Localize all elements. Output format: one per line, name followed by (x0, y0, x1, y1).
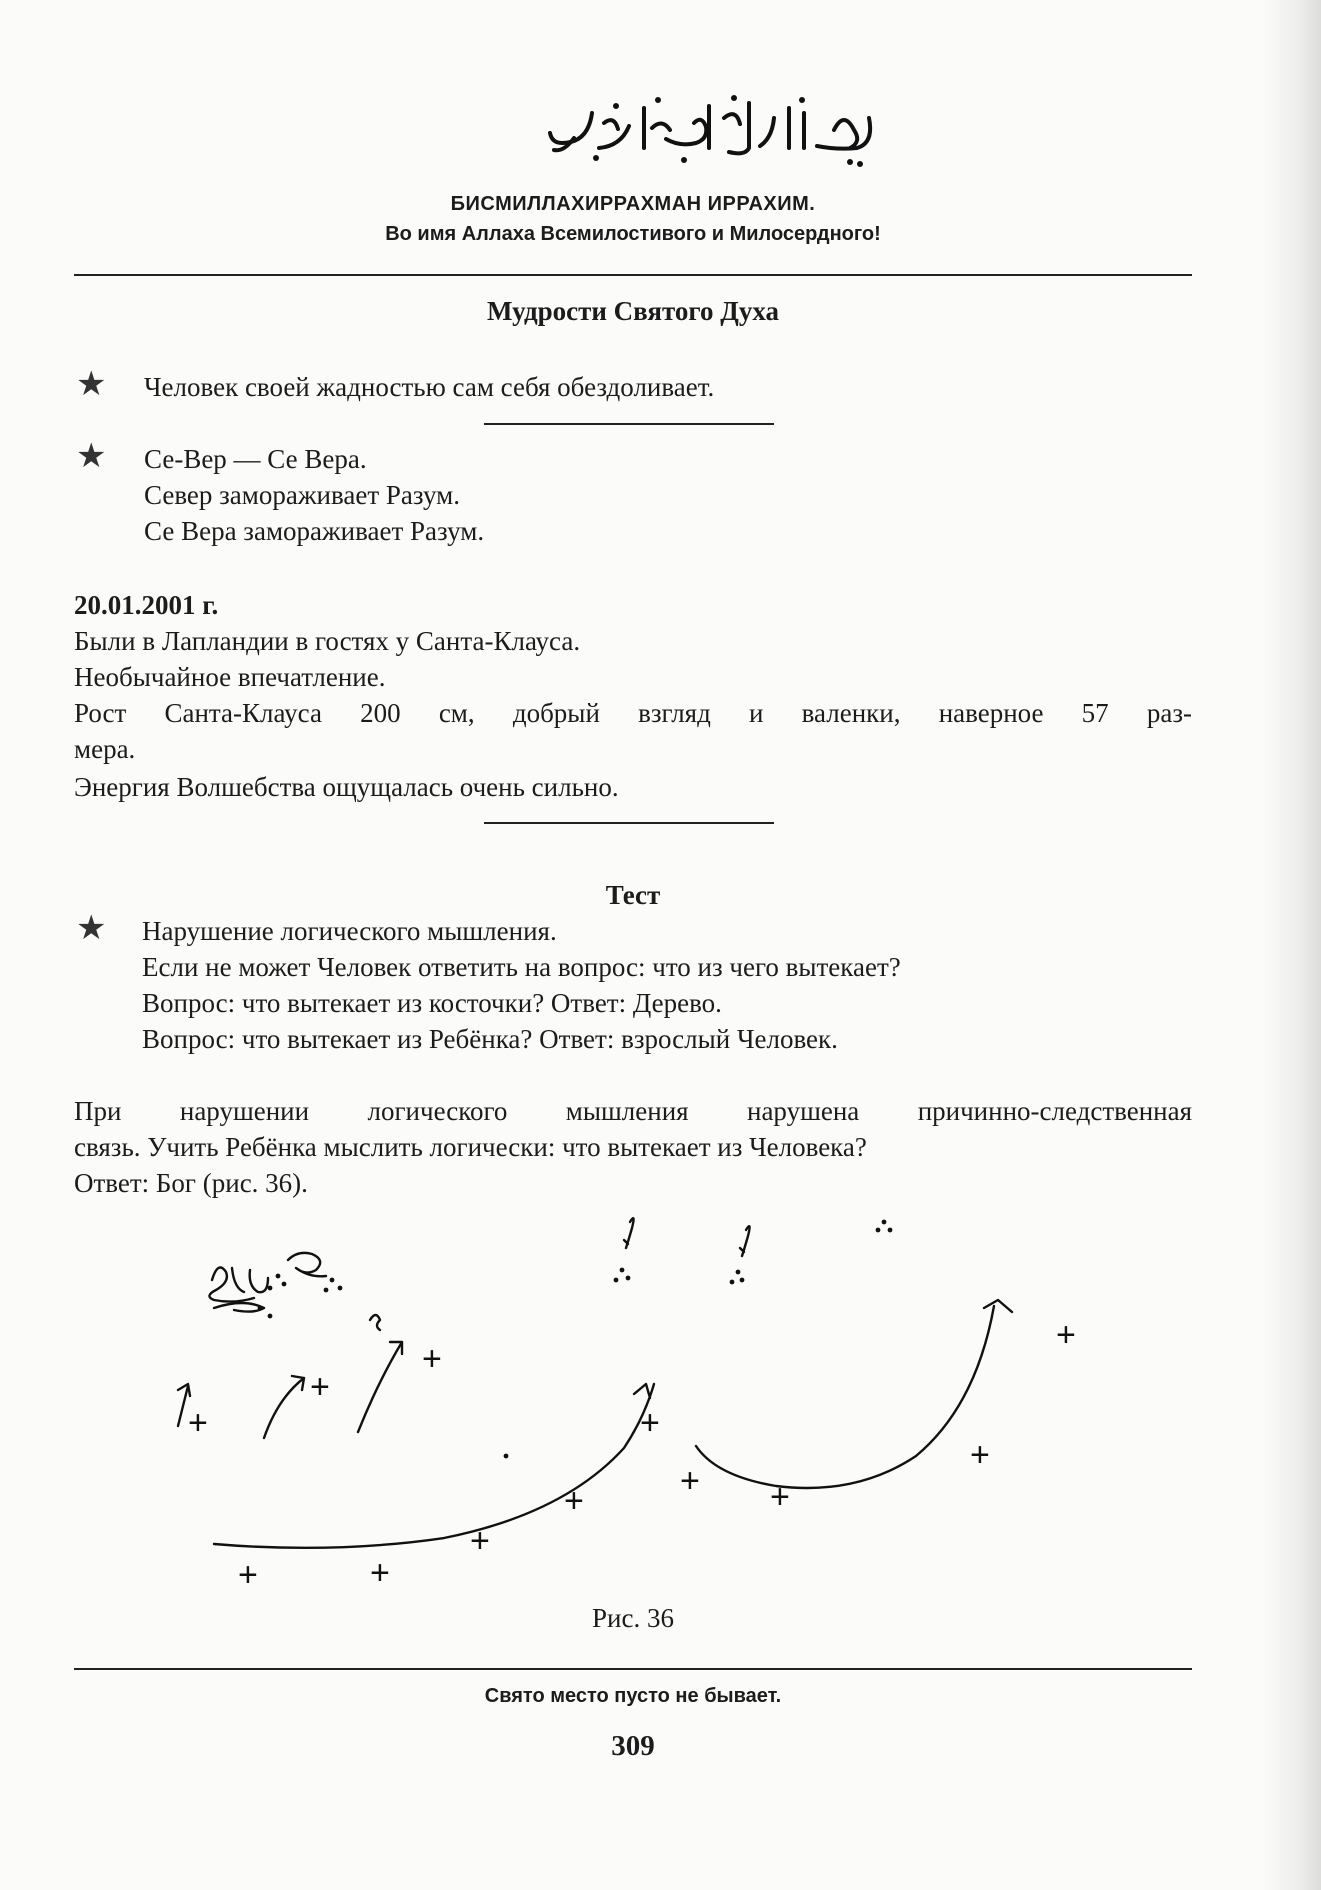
plus-mark: + (564, 1482, 584, 1520)
paragraph-line: Ответ: Бог (рис. 36). (74, 1168, 308, 1198)
test-line: Если не может Человек ответить на вопрос: что из чего вытекает? (142, 952, 901, 982)
header-divider (74, 274, 1192, 276)
arrow-icon (264, 1376, 304, 1438)
star-bullet-icon: ★ (76, 366, 107, 403)
diary-line: Необычайное впечатление. (74, 662, 386, 692)
plus-mark: + (640, 1404, 660, 1442)
test-line: Нарушение логического мышления. (142, 916, 557, 946)
header-transliteration: БИСМИЛЛАХИРРАХМАН ИРРАХИМ. (450, 193, 816, 215)
page-number: 309 (611, 1730, 655, 1762)
wisdom-2-line: Север замораживает Разум. (144, 480, 460, 510)
diary-line: мера. (74, 734, 136, 764)
plus-mark: + (310, 1368, 330, 1406)
short-divider (484, 822, 774, 824)
plus-mark: + (238, 1556, 258, 1594)
curve-arrow (214, 1384, 654, 1548)
short-divider (484, 423, 774, 425)
footer-divider (74, 1668, 1192, 1670)
curve-arrow (696, 1300, 1012, 1488)
plus-mark: + (680, 1462, 700, 1500)
handwritten-symbols-icon (209, 1253, 326, 1302)
footer-proverb: Свято место пусто не бывает. (484, 1685, 782, 1707)
test-line: Вопрос: что вытекает из косточки? Ответ: Дерево. (142, 988, 722, 1018)
header-translation: Во имя Аллаха Всемилостивого и Милосердного! (385, 223, 881, 245)
star-bullet-icon: ★ (76, 910, 107, 947)
svg-text:بِسْمِ اللَّهِ الرَّحْمَٰنِ ال: بِسْمِ اللَّهِ الرَّحْمَٰنِ الرَّحِيمِ (699, 178, 709, 179)
test-title: Тест (605, 880, 661, 910)
wisdom-2-line: Се Вера замораживает Разум. (144, 516, 485, 546)
plus-mark: + (370, 1554, 390, 1592)
plus-mark: + (422, 1340, 442, 1378)
section-title: Мудрости Святого Духа (487, 296, 779, 326)
star-bullet-icon: ★ (76, 438, 107, 475)
plus-mark: + (770, 1478, 790, 1516)
plus-mark: + (970, 1436, 990, 1474)
diary-line: Рост Санта-Клауса 200 см, добрый взгляд и валенки, наверное 57 раз- (74, 698, 1192, 728)
wisdom-2-line: Се-Вер — Се Вера. (144, 444, 367, 474)
test-line: Вопрос: что вытекает из Ребёнка? Ответ: взрослый Человек. (142, 1024, 838, 1054)
plus-mark: + (1056, 1316, 1076, 1354)
figure-36-drawing (74, 1200, 1192, 1620)
page-spine-shadow (1261, 0, 1321, 1890)
figure-caption: Рис. 36 (592, 1603, 674, 1633)
diary-date: 20.01.2001 г. (74, 590, 219, 620)
book-page (74, 0, 1192, 1890)
plus-mark: + (188, 1404, 208, 1442)
wisdom-1-text: Человек своей жадностью сам себя обездоливает. (144, 372, 715, 402)
bismillah-calligraphy (534, 78, 894, 188)
diary-line: Энергия Волшебства ощущалась очень сильно. (74, 772, 619, 802)
paragraph-line: При нарушении логического мышления нарушена причинно-следственная (74, 1096, 1192, 1126)
diary-line: Были в Лапландии в гостях у Санта-Клауса. (74, 626, 581, 656)
arrow-icon (358, 1342, 402, 1432)
plus-mark: + (470, 1522, 490, 1560)
paragraph-line: связь. Учить Ребёнка мыслить логически: что вытекает из Человека? (74, 1132, 867, 1162)
